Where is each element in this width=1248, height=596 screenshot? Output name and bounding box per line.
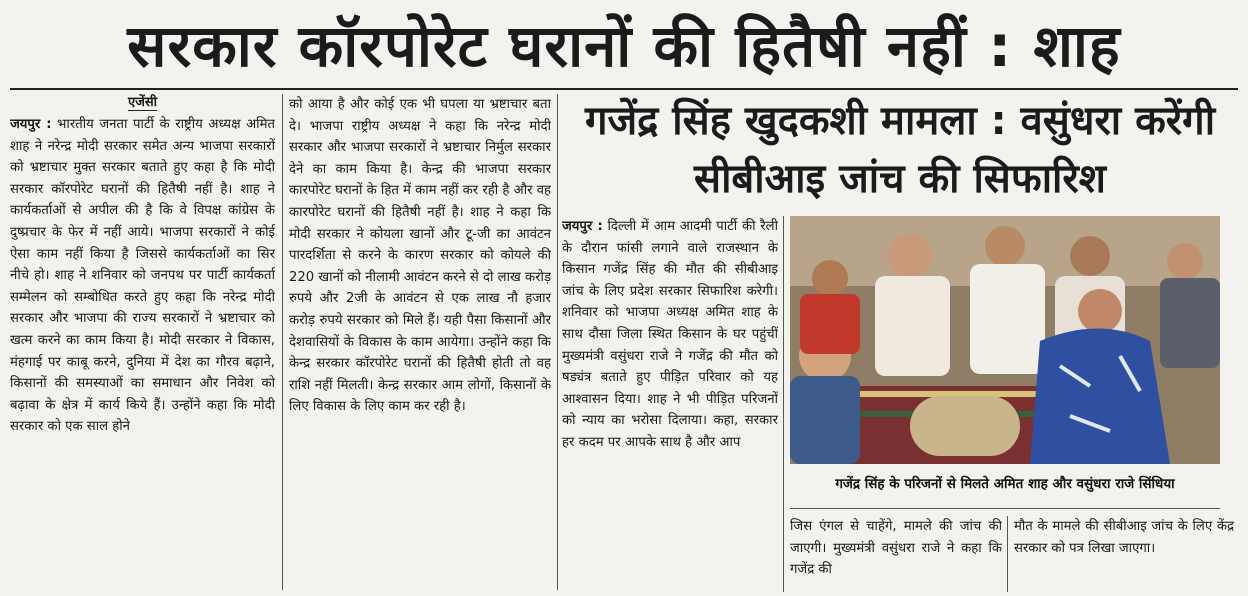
photo-illustration (790, 216, 1220, 464)
dateline: जयपुर : (10, 117, 52, 132)
story1-text-part1: भारतीय जनता पार्टी के राष्ट्रीय अध्यक्ष अमित शाह ने नरेन्द्र मोदी सरकार समेत अन्य भाजपा सरकारों को भ्रष्टाचार मुक्त सरकार बताते हुए कहा है कि मोदी सरकार कॉरपोरेट घरानों की हितैषी नहीं है। शाह ने कार्यकर्ताओं से अपील की है कि वे विपक्ष कांग्रेस के दुष्प्रचार के फेर में नहीं आये। भाजपा सरकारों ने कोई ऐसा काम नहीं किया है जिससे कार्यकर्ताओं का सिर नीचे हो। शाह ने शनिवार को जनपथ पर पार्टी कार्यकर्ता सम्मेलन को सम्बोधित करते हुए कहा कि नरेन्द्र मोदी सरकार और भाजपा की राज्य सरकारों ने भ्रष्टाचार को खत्म करने का काम किया है। मोदी सरकार ने विकास, मंहगाई पर काबू करने, दुनिया में देश का गौरव बढ़ाने, किसानों की समस्याओं का समाधान और निवेश को बढ़ावा के क्षेत्र में कार्य किये हैं। उन्होंने कहा कि मोदी सरकार को एक साल होने (10, 117, 275, 435)
story2-text-part2: जिस एंगल से चाहेंगे, मामले की जांच की जाएगी। मुख्यमंत्री वसुंधरा राजे ने कहा कि गजेंद्र की (790, 519, 1002, 578)
column-divider (557, 94, 558, 590)
headline-rule (10, 88, 1238, 90)
agency-credit: एजेंसी (128, 95, 157, 110)
story2-column-3 (1014, 516, 1234, 596)
photo-caption: गजेंद्र सिंह के परिजनों से मिलते अमित शाह और वसुंधरा राजे सिंधिया (835, 476, 1175, 492)
main-headline: सरकार कॉरपोरेट घरानों की हितैषी नहीं : शाह (127, 11, 1121, 80)
story2-column-1 (562, 216, 778, 596)
sub-headline: गजेंद्र सिंह खुदकशी मामला : वसुंधरा करेंगी सीबीआइ जांच की सिफारिश (584, 98, 1216, 202)
column-divider (783, 216, 784, 592)
column-divider (1007, 516, 1008, 592)
dateline: जयपुर : (562, 219, 603, 234)
story2-column-2 (790, 516, 1002, 596)
column-divider (282, 94, 283, 590)
story2-text-part3: मौत के मामले की सीबीआइ जांच के लिए केंद्र सरकार को पत्र लिखा जाएगा। (1014, 519, 1234, 556)
caption-rule (790, 508, 1220, 509)
story1-column-2 (289, 94, 551, 594)
story1-text-part2: को आया है और कोई एक भी घपला या भ्रष्टाचार बता दे। भाजपा राष्ट्रीय अध्यक्ष ने कहा कि नरेन्द्र मोदी सरकार और भाजपा सरकारों ने भ्रष्टाचार निर्मुल सरकार देने का काम किया है। केन्द्र की भाजपा सरकार कारपोरेट घरानों के हित में काम नहीं कर रही है और वह कारपोरेट घरानों की हितैषी नहीं है। शाह ने कहा कि मोदी सरकार ने कोयला खानों और टू-जी का आवंटन पारदर्शिता से करने के कारण सरकार को कोयले की 220 खानों को नीलामी आवंटन करने से दो लाख करोड़ रुपये और 2जी के आवंटन से एक लाख नौ हजार करोड़ रुपये सरकार को मिले हैं। यही पैसा किसानों और देशवासियों के विकास के काम आयेगा। उन्होंने कहा कि केन्द्र सरकार कॉरपोरेट घरानों की हितैषी होती तो वह राशि नहीं मिलती। केन्द्र सरकार आम लोगों, किसानों के लिए विकास के लिए काम कर रही है। (289, 97, 551, 415)
news-photo (790, 216, 1220, 464)
story2-text-part1: दिल्ली में आम आदमी पार्टी की रैली के दौरान फांसी लगाने वाले राजस्थान के किसान गजेंद्र सिंह की मौत की सीबीआइ जांच के लिए प्रदेश सरकार सिफारिश करेगी। शनिवार को भाजपा अध्यक्ष अमित शाह के साथ दौसा जिला स्थित किसान के घर पहुंचीं मुख्यमंत्री वसुंधरा राजे ने गजेंद्र की मौत को षड्यंत्र बताते हुए पीड़ित परिवार को यह आश्वासन दिया। शाह ने भी पीड़ित परिजनों को न्याय का भरोसा दिलाया। कहा, सरकार हर कदम पर आपके साथ है और आप (562, 219, 778, 450)
story1-column-1 (10, 94, 275, 594)
